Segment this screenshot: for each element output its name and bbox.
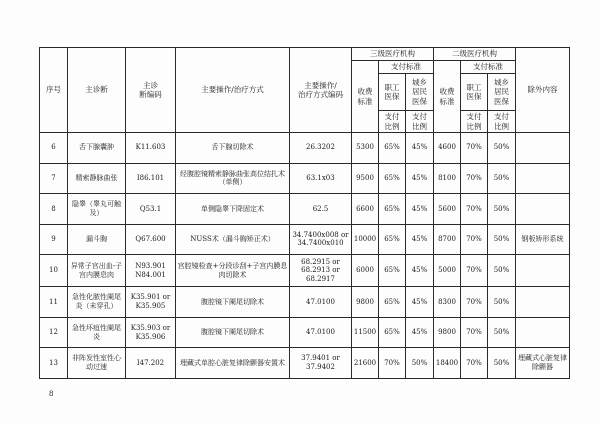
cell-t3-resident-ratio: 45%: [406, 133, 434, 164]
table-row: [40, 348, 570, 379]
cell-exclusion: [516, 163, 570, 194]
header-procedure-code: [290, 48, 352, 133]
cell-t3-resident-ratio: 45%: [406, 163, 434, 194]
header-t3-employee-ratio-text: 支付 比例: [384, 112, 400, 131]
cell-code: N93.901 N84.001: [126, 255, 176, 287]
cell-t2-employee-ratio: 70%: [461, 133, 488, 164]
cell-procedure: 舌下腺切除术: [176, 133, 290, 164]
cell-t3-employee-ratio: 65%: [379, 287, 406, 318]
cell-code: K11.603: [126, 133, 176, 164]
cell-t2-employee-ratio: 70%: [461, 194, 488, 225]
header-tier2: 二级医疗机构: [434, 48, 516, 61]
cell-t3-fee: 6000: [352, 255, 379, 287]
cell-procedure-code: 34.7400x008 or 34.7400x010: [290, 224, 352, 255]
cell-seq: 10: [40, 255, 68, 287]
cell-seq: 8: [40, 194, 68, 225]
cell-diagnosis: 舌下腺囊肿: [68, 133, 126, 164]
table-row: [40, 255, 570, 287]
header-procedure: 主要操作/治疗方式: [176, 48, 290, 133]
cell-procedure: 单侧隐睾下降固定术: [176, 194, 290, 225]
pricing-table: [39, 47, 570, 379]
cell-t3-fee: 11500: [352, 317, 379, 348]
header-t3-resident: [406, 74, 434, 111]
cell-procedure-code: 37.9401 or 37.9402: [290, 348, 352, 379]
table-row: [40, 163, 570, 194]
cell-code: K35.901 or K35.905: [126, 287, 176, 318]
cell-exclusion: [516, 194, 570, 225]
cell-procedure: 腹腔镜下阑尾切除术: [176, 287, 290, 318]
header-t2-resident-text: 城乡 居民 医保: [494, 77, 509, 106]
cell-t2-fee: 8300: [434, 287, 461, 318]
cell-t2-employee-ratio: 70%: [461, 224, 488, 255]
cell-exclusion: 埋藏式心脏复律除颤器: [516, 348, 570, 379]
cell-procedure: NUSS术（漏斗胸矫正术）: [176, 224, 290, 255]
cell-t2-resident-ratio: 50%: [488, 163, 516, 194]
cell-procedure-code: 47.0100: [290, 287, 352, 318]
cell-t2-fee: 9800: [434, 317, 461, 348]
header-t3-resident-ratio: [406, 111, 434, 133]
cell-t2-employee-ratio: 70%: [461, 317, 488, 348]
header-t2-employee-ratio-text: 支付 比例: [466, 112, 482, 131]
cell-t3-resident-ratio: 45%: [406, 255, 434, 287]
table-body: [40, 133, 570, 379]
header-code-text: 主诊 断编码: [139, 80, 162, 99]
cell-procedure-code: 47.0100: [290, 317, 352, 348]
cell-t2-employee-ratio: 70%: [461, 163, 488, 194]
header-t3-resident-ratio-text: 支付 比例: [412, 112, 427, 131]
cell-procedure-code: 62.5: [290, 194, 352, 225]
cell-t2-resident-ratio: 50%: [488, 224, 516, 255]
header-exclusion: 除外内容: [516, 48, 570, 133]
header-t3-fee-text: 收费 标准: [357, 87, 373, 106]
cell-code: Q67.600: [126, 224, 176, 255]
cell-t2-fee: 18400: [434, 348, 461, 379]
cell-t3-fee: 6600: [352, 194, 379, 225]
cell-t3-fee: 21600: [352, 348, 379, 379]
cell-code: Q53.1: [126, 194, 176, 225]
cell-t2-fee: 5000: [434, 255, 461, 287]
cell-t3-resident-ratio: 45%: [406, 317, 434, 348]
cell-seq: 6: [40, 133, 68, 164]
cell-code: K35.903 or K35.906: [126, 317, 176, 348]
header-t2-resident: [488, 74, 516, 111]
cell-t2-resident-ratio: 50%: [488, 133, 516, 164]
cell-procedure-code: 68.2915 or 68.2913 or 68.2917: [290, 255, 352, 287]
cell-t2-employee-ratio: 70%: [461, 255, 488, 287]
cell-diagnosis: 急性化脓性阑尾炎（未穿孔）: [68, 287, 126, 318]
cell-t2-fee: 8100: [434, 163, 461, 194]
cell-t2-resident-ratio: 50%: [488, 194, 516, 225]
cell-t3-resident-ratio: 45%: [406, 224, 434, 255]
header-seq: 序号: [40, 48, 68, 133]
header-procedure-code-text: 主要操作/ 治疗方式编码: [298, 80, 343, 99]
header-code: [126, 48, 176, 133]
cell-t2-fee: 5600: [434, 194, 461, 225]
cell-t2-resident-ratio: 50%: [488, 287, 516, 318]
cell-code: I86.101: [126, 163, 176, 194]
header-t2-resident-ratio: [488, 111, 516, 133]
cell-t2-fee: 4600: [434, 133, 461, 164]
cell-exclusion: 钢板矫形系统: [516, 224, 570, 255]
header-t3-pay-standard: 支付标准: [379, 61, 434, 74]
table-row: [40, 287, 570, 318]
header-t3-employee-ratio: [379, 111, 406, 133]
cell-t3-employee-ratio: 65%: [379, 133, 406, 164]
cell-procedure-code: 63.1x03: [290, 163, 352, 194]
cell-t3-resident-ratio: 45%: [406, 194, 434, 225]
cell-procedure: 经腹腔镜精索静脉曲张高位结扎术（单侧）: [176, 163, 290, 194]
cell-diagnosis: 急性坏疽性阑尾炎: [68, 317, 126, 348]
cell-seq: 7: [40, 163, 68, 194]
header-t3-resident-text: 城乡 居民 医保: [412, 77, 427, 106]
page-number: 8: [49, 390, 54, 398]
cell-procedure-code: 26.3202: [290, 133, 352, 164]
header-t2-employee: [461, 74, 488, 111]
cell-diagnosis: 精索静脉曲张: [68, 163, 126, 194]
table-row: [40, 317, 570, 348]
cell-t2-employee-ratio: 70%: [461, 348, 488, 379]
header-t2-employee-text: 职工 医保: [466, 82, 482, 101]
cell-t3-employee-ratio: 70%: [379, 348, 406, 379]
cell-t3-resident-ratio: 45%: [406, 287, 434, 318]
cell-diagnosis: 隐睾（睾丸可触及）: [68, 194, 126, 225]
cell-diagnosis: 异常子宫出血-子宫内膜息肉: [68, 255, 126, 287]
cell-t3-employee-ratio: 65%: [379, 224, 406, 255]
header-t3-fee: [352, 61, 379, 133]
cell-exclusion: [516, 317, 570, 348]
cell-diagnosis: 非阵发性室性心动过速: [68, 348, 126, 379]
cell-t2-resident-ratio: 50%: [488, 348, 516, 379]
cell-procedure: 腹腔镜下阑尾切除术: [176, 317, 290, 348]
cell-t3-resident-ratio: 50%: [406, 348, 434, 379]
cell-t2-resident-ratio: 50%: [488, 317, 516, 348]
header-t2-fee: [434, 61, 461, 133]
header-t2-employee-ratio: [461, 111, 488, 133]
header-t3-employee: [379, 74, 406, 111]
cell-procedure: 宫腔镜检查+分段诊刮+子宫内膜息肉切除术: [176, 255, 290, 287]
cell-t3-fee: 5300: [352, 133, 379, 164]
cell-seq: 13: [40, 348, 68, 379]
cell-procedure: 埋藏式单腔心脏复律除颤器安置术: [176, 348, 290, 379]
cell-t3-employee-ratio: 65%: [379, 317, 406, 348]
cell-diagnosis: 漏斗胸: [68, 224, 126, 255]
header-tier3: 三级医疗机构: [352, 48, 434, 61]
table-row: [40, 194, 570, 225]
header-t3-employee-text: 职工 医保: [384, 82, 400, 101]
cell-t3-fee: 10000: [352, 224, 379, 255]
cell-seq: 11: [40, 287, 68, 318]
cell-t3-fee: 9500: [352, 163, 379, 194]
header-t2-fee-text: 收费 标准: [439, 87, 455, 106]
cell-exclusion: [516, 133, 570, 164]
cell-t2-employee-ratio: 70%: [461, 287, 488, 318]
header-diagnosis: 主诊断: [68, 48, 126, 133]
cell-seq: 12: [40, 317, 68, 348]
table-row: [40, 224, 570, 255]
table-row: [40, 133, 570, 164]
cell-code: I47.202: [126, 348, 176, 379]
cell-exclusion: [516, 255, 570, 287]
cell-seq: 9: [40, 224, 68, 255]
cell-t3-employee-ratio: 65%: [379, 163, 406, 194]
cell-exclusion: [516, 287, 570, 318]
cell-t3-employee-ratio: 65%: [379, 194, 406, 225]
cell-t3-employee-ratio: 65%: [379, 255, 406, 287]
header-t2-resident-ratio-text: 支付 比例: [494, 112, 509, 131]
cell-t3-fee: 9800: [352, 287, 379, 318]
cell-t2-resident-ratio: 50%: [488, 255, 516, 287]
header-t2-pay-standard: 支付标准: [461, 61, 516, 74]
cell-t2-fee: 8700: [434, 224, 461, 255]
